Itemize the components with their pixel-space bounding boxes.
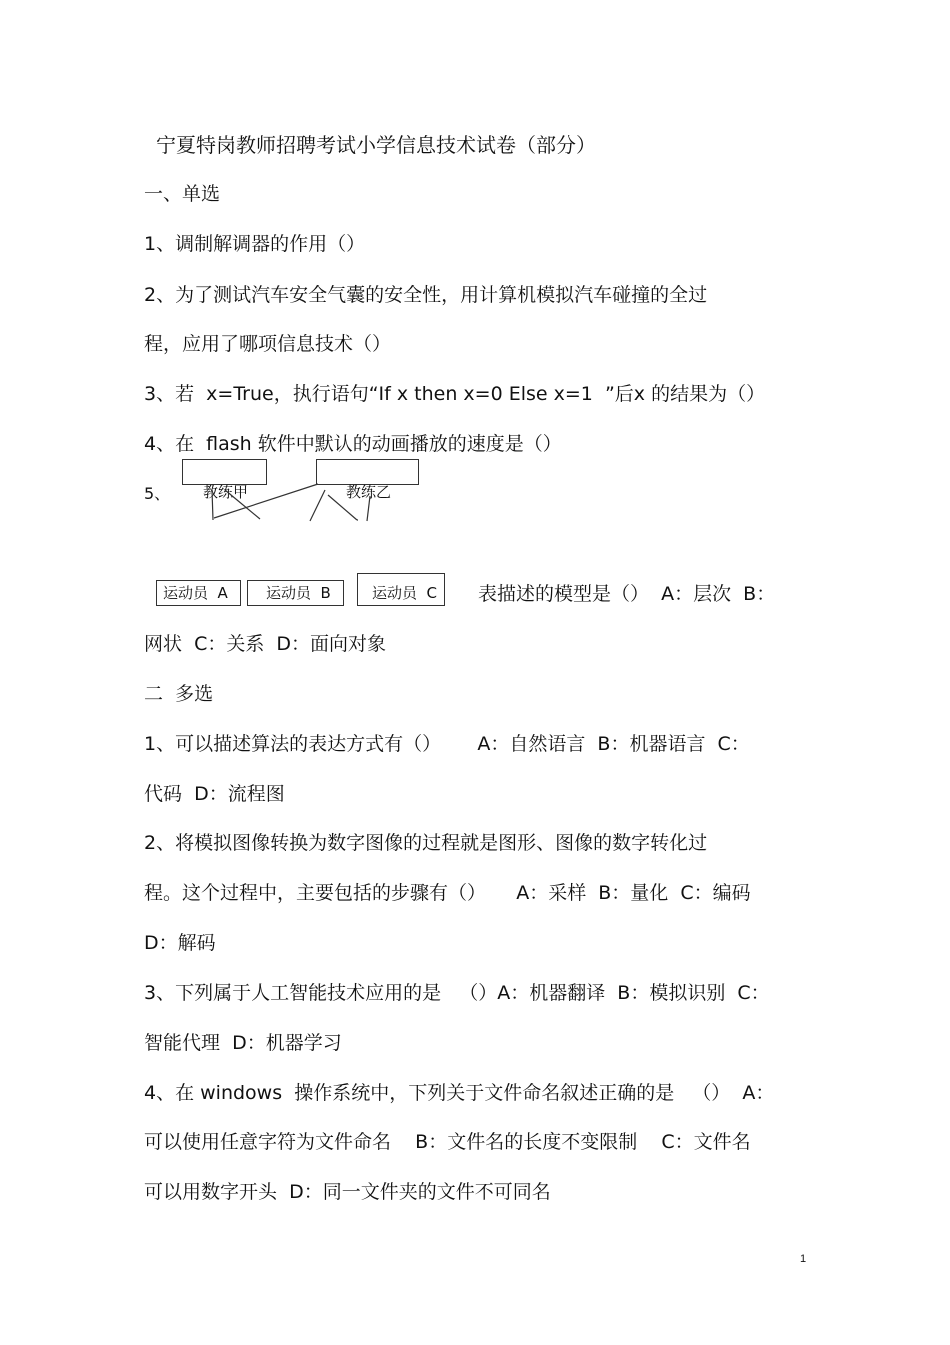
question-single-4: 4、在 flash 软件中默认的动画播放的速度是（） [144, 433, 562, 455]
question-multi-1-line2: 代码 D：流程图 [144, 783, 285, 805]
question-single-5-text: 表描述的模型是（） A：层次 B： [478, 583, 776, 605]
question-multi-1-line1: 1、可以描述算法的表达方式有（） A：自然语言 B：机器语言 C： [144, 733, 750, 755]
diagram-label-coach-a: 教练甲 [203, 483, 249, 501]
question-multi-3-line2: 智能代理 D：机器学习 [144, 1032, 342, 1054]
diagram-label-coach-b: 教练乙 [346, 483, 392, 501]
diagram-label-athlete-a: 运动员 A [163, 584, 228, 602]
question-single-1: 1、调制解调器的作用（） [144, 233, 366, 255]
question-multi-2-line1: 2、将模拟图像转换为数字图像的过程就是图形、图像的数字转化过 [144, 832, 708, 854]
question-multi-2-line3: D：解码 [144, 932, 216, 954]
connector-line [367, 496, 370, 521]
connector-line [310, 490, 325, 521]
diagram-label-athlete-c: 运动员 C [372, 584, 438, 602]
question-single-5-prefix: 5、 [144, 484, 171, 503]
diagram-label-athlete-b: 运动员 B [266, 584, 331, 602]
connector-line [328, 495, 357, 520]
question-multi-3-line1: 3、下列属于人工智能技术应用的是 （）A：机器翻译 B：模拟识别 C： [144, 982, 770, 1004]
question-multi-2-line2: 程。这个过程中，主要包括的步骤有（） A：采样 B：量化 C：编码 [144, 882, 751, 904]
page-title: 宁夏特岗教师招聘考试小学信息技术试卷（部分） [156, 133, 596, 157]
question-single-3: 3、若 x=True，执行语句“If x then x=0 Else x=1 ”后x 的结果为（） [144, 383, 766, 405]
question-multi-4-line2: 可以使用任意字符为文件命名 B：文件名的长度不变限制 C：文件名 [144, 1131, 751, 1153]
section-heading-multi: 二 多选 [144, 683, 214, 705]
connector-line [212, 490, 213, 520]
question-single-2-line2: 程，应用了哪项信息技术（） [144, 333, 392, 355]
connector-line [214, 484, 318, 518]
page-number: 1 [800, 1253, 807, 1265]
question-multi-4-line3: 可以用数字开头 D：同一文件夹的文件不可同名 [144, 1181, 551, 1203]
question-single-2-line1: 2、为了测试汽车安全气囊的安全性，用计算机模拟汽车碰撞的全过 [144, 284, 708, 306]
question-single-5-options: 网状 C：关系 D：面向对象 [144, 633, 387, 655]
question-multi-4-line1: 4、在 windows 操作系统中，下列关于文件命名叙述正确的是 （） A： [144, 1082, 775, 1104]
section-heading-single: 一、单选 [144, 183, 221, 205]
